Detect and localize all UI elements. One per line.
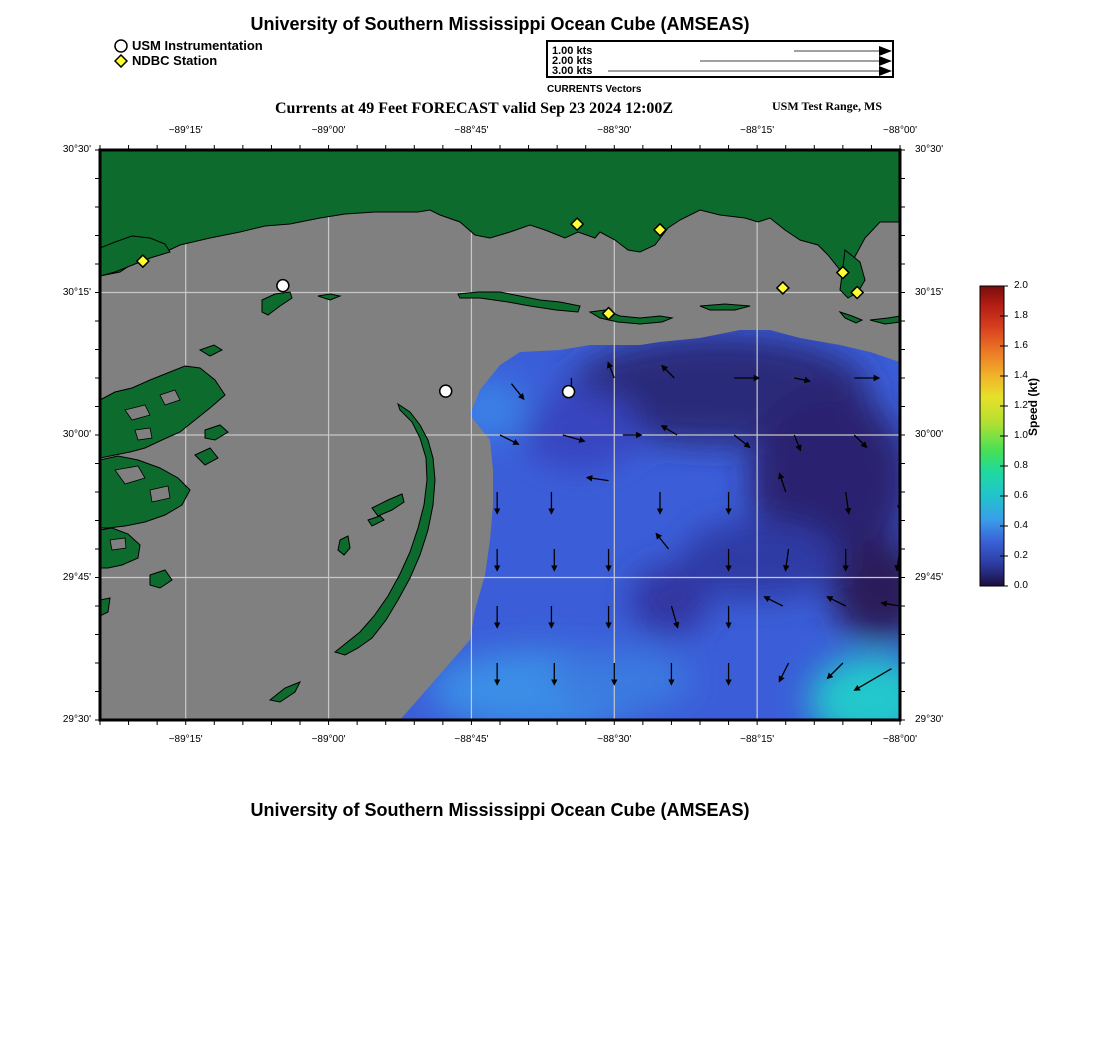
lat-label-right-0: 30°30' (915, 144, 944, 155)
colorbar-label-8: 0.4 (1014, 520, 1028, 531)
colorbar-label-7: 0.6 (1014, 490, 1028, 501)
lon-label-top-5: −88°00' (883, 125, 917, 136)
lon-label-bottom-0: −89°15' (168, 734, 203, 745)
lat-label-left-3: 29°45' (62, 571, 91, 583)
lon-label-bottom-4: −88°15' (740, 734, 775, 745)
speed-colorbar (978, 284, 1008, 589)
scale-label-3: 3.00 kts (552, 65, 593, 77)
colorbar-label-10: 0.0 (1014, 580, 1028, 591)
range-label: USM Test Range, MS (772, 99, 883, 113)
usm-station-0[interactable] (277, 280, 289, 292)
lon-label-top-2: −88°45' (454, 125, 489, 136)
colorbar-label-1: 1.8 (1014, 310, 1028, 321)
colorbar-label-4: 1.2 (1014, 400, 1028, 411)
colorbar-label-2: 1.6 (1014, 340, 1028, 351)
map-title: University of Southern Mississippi Ocean Cube (AMSEAS) (250, 14, 750, 34)
legend-usm-label: USM Instrumentation (132, 38, 263, 53)
lon-label-top-3: −88°30' (597, 125, 632, 136)
lat-label-right-4: 29°30' (915, 714, 944, 725)
lon-label-top-1: −89°00' (311, 125, 346, 136)
colorbar-label-3: 1.4 (1014, 370, 1028, 381)
usm-station-1[interactable] (440, 385, 452, 397)
colorbar-label-5: 1.0 (1014, 430, 1028, 441)
colorbar-label-6: 0.8 (1014, 460, 1028, 471)
bottom-title: University of Southern Mississippi Ocean Cube (AMSEAS) (250, 800, 750, 820)
lat-label-left-2: 30°00' (62, 429, 91, 440)
lon-label-top-0: −89°15' (168, 125, 203, 136)
colorbar-title: Speed (kt) (1026, 377, 1040, 436)
lon-label-bottom-2: −88°45' (454, 734, 489, 745)
usm-station-2[interactable] (563, 386, 575, 398)
lat-label-left-0: 30°30' (62, 144, 91, 155)
lat-label-right-3: 29°45' (915, 571, 944, 583)
lon-label-bottom-3: −88°30' (597, 734, 632, 745)
colorbar-label-0: 2.0 (1014, 280, 1028, 291)
map-subtitle: Currents at 49 Feet FORECAST valid Sep 23 2024 12:00Z (275, 100, 674, 117)
lon-label-bottom-5: −88°00' (883, 734, 917, 745)
colorbar-label-9: 0.2 (1014, 550, 1028, 561)
lat-label-right-1: 30°15' (915, 286, 944, 298)
lat-label-right-2: 30°00' (915, 429, 944, 440)
legend-ndbc-label: NDBC Station (132, 53, 218, 68)
scale-label-1: 1.00 kts (552, 45, 593, 57)
lat-label-left-1: 30°15' (62, 286, 91, 298)
lon-label-top-4: −88°15' (740, 125, 775, 136)
lon-label-bottom-1: −89°00' (311, 734, 346, 745)
scale-label-2: 2.00 kts (552, 55, 593, 67)
vector-caption: CURRENTS Vectors (547, 84, 642, 95)
lat-label-left-4: 29°30' (62, 714, 91, 725)
